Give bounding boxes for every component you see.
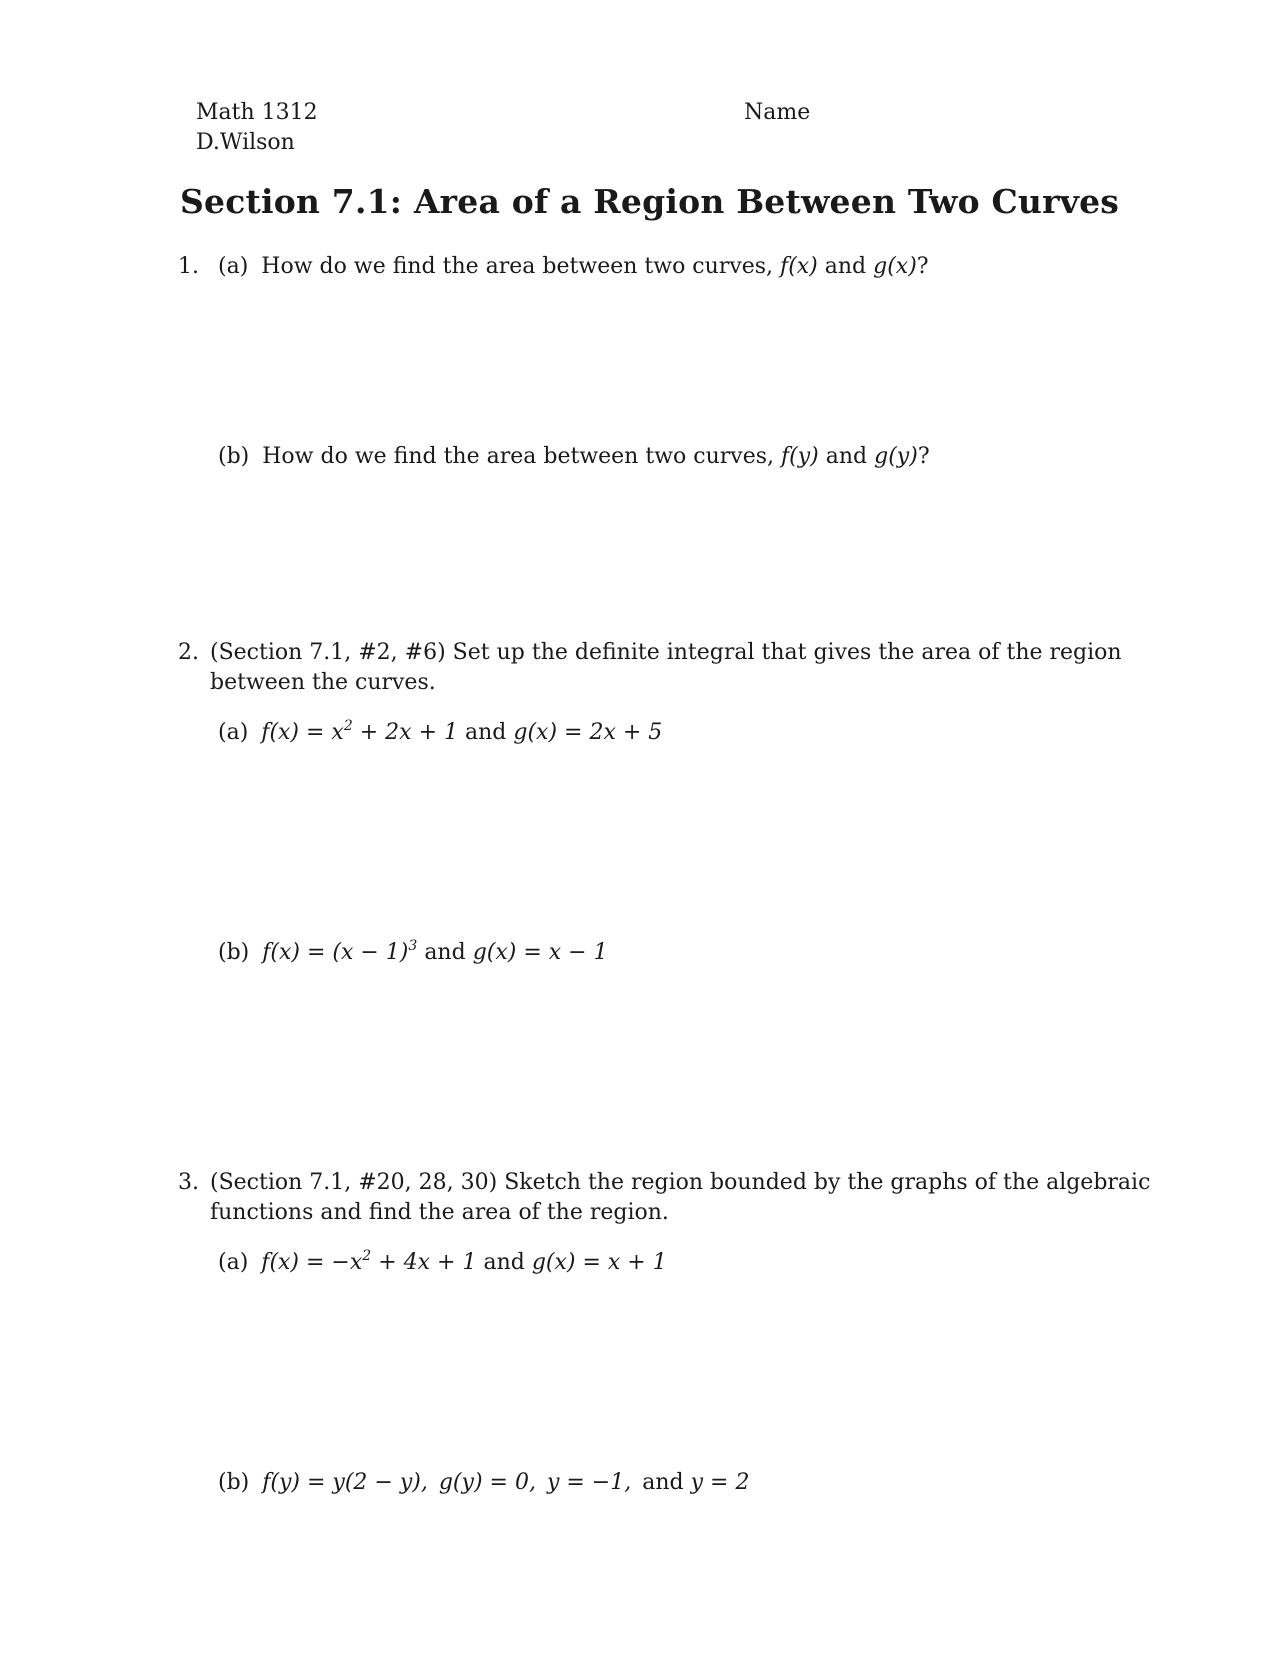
q1b-end: ? bbox=[917, 444, 930, 469]
q2b-label: (b) bbox=[218, 940, 250, 965]
q2a-and: and bbox=[465, 720, 507, 745]
q2b-f bbox=[262, 940, 417, 965]
q3a-item bbox=[218, 1248, 667, 1278]
q3a-g: g(x) = x + 1 bbox=[531, 1250, 667, 1275]
q2a-item bbox=[218, 718, 662, 748]
q3a-f bbox=[261, 1250, 476, 1275]
q2-number: 2. bbox=[178, 640, 199, 665]
q1a-label: (a) bbox=[218, 254, 249, 279]
q3b-g: g(y) = 0, bbox=[438, 1470, 536, 1495]
q1b-label: (b) bbox=[218, 444, 250, 469]
q3b-y2: y = 2 bbox=[690, 1470, 750, 1495]
course-label: Math 1312 bbox=[196, 100, 318, 125]
q2a-label: (a) bbox=[218, 720, 249, 745]
q3a-f-lhs: f(x) = −x bbox=[261, 1250, 363, 1275]
q1b-text: How do we find the area between two curves, bbox=[262, 444, 774, 469]
q1a-item bbox=[218, 252, 929, 282]
q1b-f: f(y) bbox=[781, 444, 819, 469]
q1b-and: and bbox=[825, 444, 868, 469]
q1a-f: f(x) bbox=[780, 254, 818, 279]
q2b-item bbox=[218, 938, 608, 968]
q3a-label: (a) bbox=[218, 1250, 249, 1275]
q3-prompt-line1: (Section 7.1, #20, 28, 30) Sketch the region bounded by the graphs of the algebraic bbox=[210, 1170, 1151, 1195]
instructor-label: D.Wilson bbox=[196, 130, 295, 155]
q3a-f-exponent: 2 bbox=[362, 1248, 372, 1264]
q2a-f-exponent: 2 bbox=[343, 718, 353, 734]
q1a-and: and bbox=[824, 254, 867, 279]
q3a-f-rest: + 4x + 1 bbox=[371, 1250, 477, 1275]
q2-prompt-line1: (Section 7.1, #2, #6) Set up the definite integral that gives the area of the region bbox=[210, 640, 1122, 665]
q2a-f bbox=[261, 720, 458, 745]
q3b-and: and bbox=[642, 1470, 684, 1495]
q2b-and: and bbox=[424, 940, 466, 965]
q2b-g: g(x) = x − 1 bbox=[472, 940, 608, 965]
page-title: Section 7.1: Area of a Region Between Two Curves bbox=[180, 182, 1120, 221]
q1a-g: g(x) bbox=[873, 254, 917, 279]
q2a-f-lhs: f(x) = x bbox=[261, 720, 344, 745]
q2a-f-rest: + 2x + 1 bbox=[352, 720, 459, 745]
q3-prompt-line2: functions and find the area of the region. bbox=[210, 1200, 669, 1225]
q1b-item bbox=[218, 442, 930, 472]
q2b-f-exponent: 3 bbox=[408, 938, 418, 954]
q1b-g: g(y) bbox=[874, 444, 918, 469]
name-label: Name bbox=[744, 100, 811, 125]
q2a-g: g(x) = 2x + 5 bbox=[513, 720, 663, 745]
q1a-end: ? bbox=[916, 254, 929, 279]
q1a-text: How do we find the area between two curves, bbox=[261, 254, 774, 279]
q3b-y1: y = −1, bbox=[546, 1470, 632, 1495]
q3-number: 3. bbox=[178, 1170, 199, 1195]
q1-number: 1. bbox=[178, 254, 199, 279]
q3b-label: (b) bbox=[218, 1470, 250, 1495]
q3b-f: f(y) = y(2 − y), bbox=[262, 1470, 428, 1495]
q3b-item bbox=[218, 1468, 749, 1498]
q2-prompt-line2: between the curves. bbox=[210, 670, 436, 695]
q2b-f-lhs: f(x) = (x − 1) bbox=[262, 940, 409, 965]
q3a-and: and bbox=[483, 1250, 525, 1275]
